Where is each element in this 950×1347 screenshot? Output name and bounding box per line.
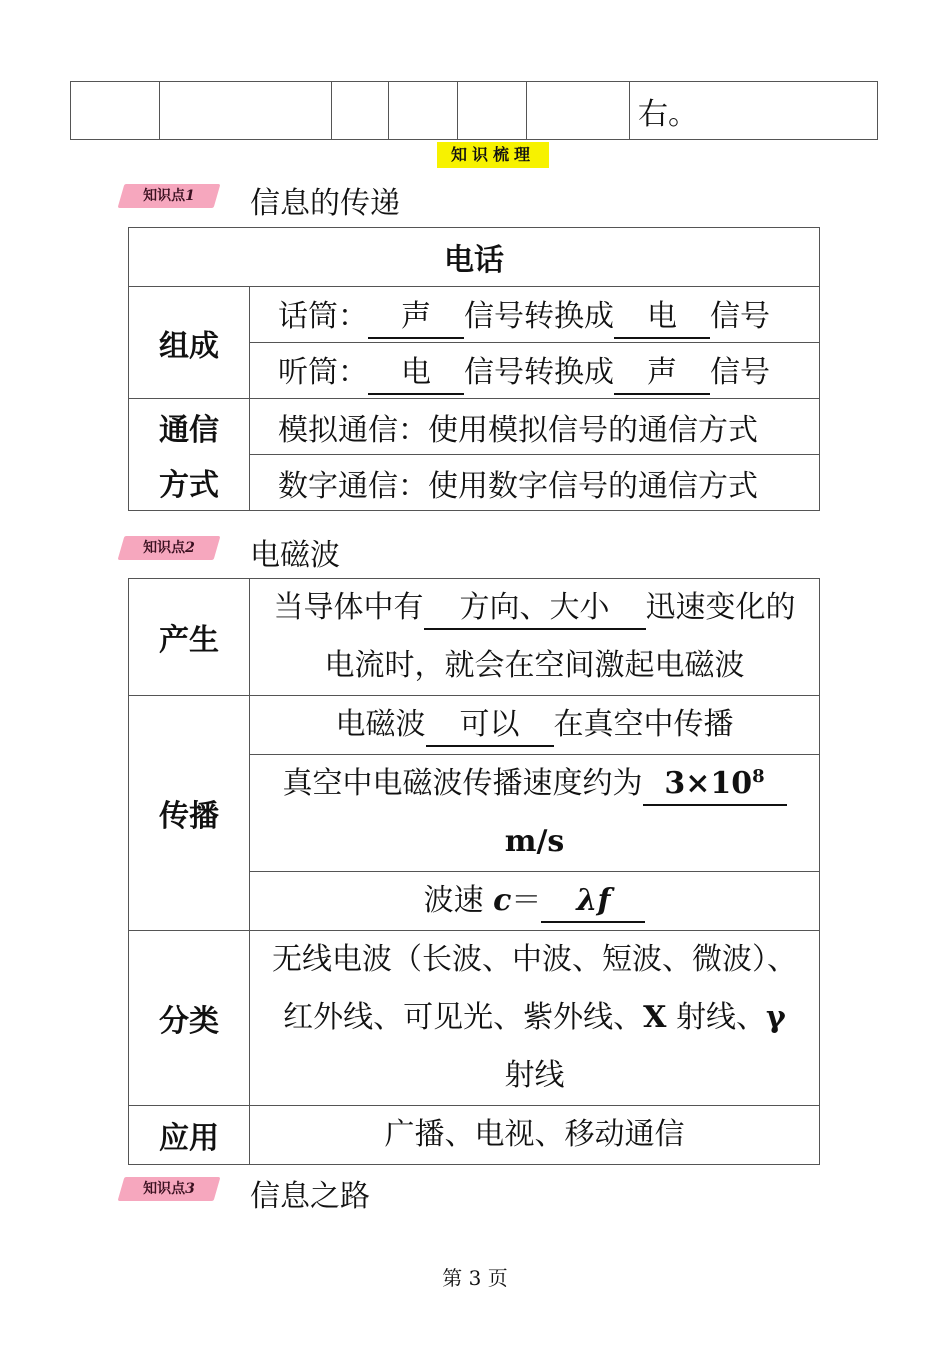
- apply-cell: 广播、电视、移动通信: [250, 1106, 820, 1165]
- answer-blank: 声: [614, 353, 710, 395]
- table-cell: [160, 82, 332, 140]
- page-number: 第 3 页: [442, 1266, 508, 1290]
- speed-cell: 真空中电磁波传播速度约为 $3\times 10^8$ m/s: [250, 755, 820, 872]
- table-cell: [458, 82, 527, 140]
- analog-cell: 模拟通信：使用模拟信号的通信方式: [250, 399, 820, 455]
- top-table: [70, 81, 878, 140]
- table-cell: [332, 82, 389, 140]
- row-label: 通信: [129, 399, 250, 455]
- table-row: [129, 228, 820, 287]
- table-row: [129, 399, 820, 455]
- knowledge-point-title: 电磁波: [250, 538, 340, 573]
- table-header: 电话: [129, 228, 820, 287]
- table-row: [129, 931, 820, 1106]
- row-label: 方式: [129, 455, 250, 511]
- row-label: 应用: [129, 1106, 250, 1165]
- table-cell: [527, 82, 630, 140]
- classify-cell: 无线电波（长波、中波、短波、微波）、 红外线、可见光、紫外线、X 射线、γ 射线: [250, 931, 820, 1106]
- answer-blank: 可以: [426, 705, 554, 747]
- table-row: [129, 696, 820, 755]
- answer-blank: 方向、大小: [424, 588, 646, 630]
- table-row: [129, 579, 820, 696]
- table-row: [129, 455, 820, 511]
- answer-blank: $3\times 10^8$: [643, 757, 787, 806]
- answer-blank: λf: [541, 881, 645, 923]
- vacuum-cell: 电磁波 可以 在真空中传播: [250, 696, 820, 755]
- table-cell: [71, 82, 160, 140]
- answer-blank: 电: [368, 353, 464, 395]
- knowledge-point-tag: 知识点2: [118, 536, 221, 560]
- wave-speed-cell: 波速 c＝ λf: [250, 872, 820, 931]
- generate-cell: 当导体中有 方向、大小 迅速变化的 电流时，就会在空间激起电磁波: [250, 579, 820, 696]
- knowledge-point-tag: 知识点1: [118, 184, 221, 208]
- row-label: 分类: [129, 931, 250, 1106]
- section-banner: 知识梳理: [437, 142, 549, 168]
- digital-cell: 数字通信：使用数字信号的通信方式: [250, 455, 820, 511]
- em-wave-table: [128, 578, 820, 1165]
- receiver-cell: 听筒： 电 信号转换成 声 信号: [250, 343, 820, 399]
- table-row: [71, 82, 878, 140]
- row-label: 组成: [129, 287, 250, 399]
- knowledge-point-title: 信息的传递: [250, 186, 400, 221]
- table-cell: [389, 82, 458, 140]
- knowledge-point-tag: 知识点3: [118, 1177, 221, 1201]
- table-row: [129, 1106, 820, 1165]
- knowledge-point-title: 信息之路: [250, 1179, 370, 1214]
- table-row: [129, 287, 820, 343]
- row-label: 产生: [129, 579, 250, 696]
- row-label: 传播: [129, 696, 250, 931]
- telephone-table: [128, 227, 820, 511]
- table-cell: 右。: [630, 82, 878, 140]
- answer-blank: 声: [368, 297, 464, 339]
- mic-cell: 话筒： 声 信号转换成 电 信号: [250, 287, 820, 343]
- answer-blank: 电: [614, 297, 710, 339]
